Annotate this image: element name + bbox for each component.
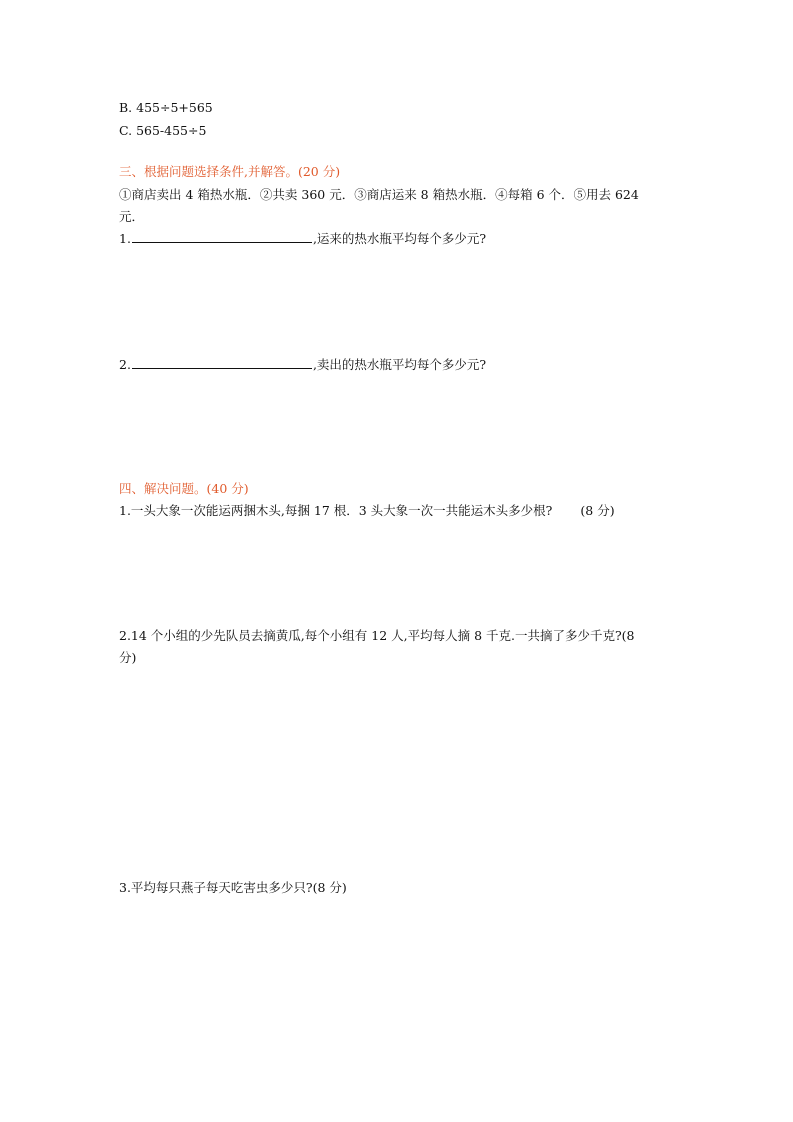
section4-question-2-line-1: 2.14 个小组的少先队员去摘黄瓜,每个小组有 12 人,平均每人摘 8 千克.一共摘了多少千克?(8	[119, 628, 635, 643]
conditions-line-2: 元．	[119, 209, 145, 224]
section4-question-2-line-2: 分)	[119, 650, 137, 665]
answer-blank-2[interactable]	[132, 356, 312, 369]
question-1-text: ,运来的热水瓶平均每个多少元?	[312, 231, 487, 246]
section3-heading: 三、根据问题选择条件,并解答。(20 分)	[119, 164, 341, 179]
question-1-score: (8 分)	[580, 503, 615, 518]
question-2-text: ,卖出的热水瓶平均每个多少元?	[312, 357, 487, 372]
choice-b: B. 455÷5+565	[119, 100, 213, 115]
question-1-number: 1.	[119, 231, 131, 246]
conditions-line-1: ①商店卖出 4 箱热水瓶．②共卖 360 元．③商店运来 8 箱热水瓶．④每箱 6 个．⑤用去 624	[119, 187, 639, 202]
question-2-number: 2.	[119, 357, 131, 372]
section4-question-1	[119, 503, 615, 519]
question-1-text: 1.一头大象一次能运两捆木头,每捆 17 根．3 头大象一次一共能运木头多少根?	[119, 503, 553, 518]
answer-blank-1[interactable]	[132, 230, 312, 243]
section4-heading: 四、解决问题。(40 分)	[119, 481, 249, 496]
section3-question-1	[119, 230, 486, 247]
section3-question-2	[119, 356, 486, 373]
section4-question-3: 3.平均每只燕子每天吃害虫多少只?(8 分)	[119, 880, 347, 895]
choice-c: C. 565-455÷5	[119, 123, 207, 138]
